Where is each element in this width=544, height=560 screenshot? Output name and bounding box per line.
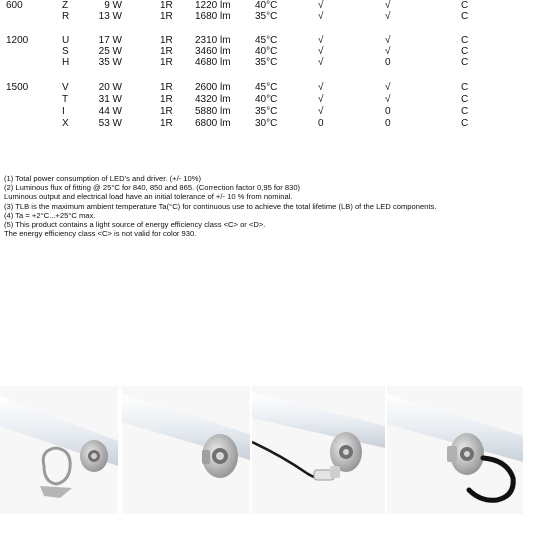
flux-cell: 5880 lm: [195, 106, 231, 117]
flux-cell: 4320 lm: [195, 94, 231, 105]
footnote-5-cont: The energy efficiency class <C> is not valid for color 930.: [4, 229, 197, 239]
flux-cell: 1220 lm: [195, 0, 231, 11]
temp-cell: 45°C: [255, 82, 278, 93]
check-cell: √: [318, 35, 324, 46]
length-cell: 600: [6, 0, 23, 11]
check-cell: 0: [385, 57, 391, 68]
check-cell: √: [318, 82, 324, 93]
class-cell: 1R: [160, 106, 173, 117]
footnote-3: (3) TLB is the maximum ambient temperature Ta(°C) for continuous use to achieve the total lifetime (LB) of the LED components.: [4, 201, 437, 211]
power-cell: 17 W: [98, 35, 122, 46]
check-cell: √: [318, 11, 324, 22]
code-cell: Z: [62, 0, 69, 11]
check-cell: √: [318, 94, 324, 105]
code-cell: H: [62, 57, 70, 68]
product-photos: [0, 386, 544, 514]
flux-cell: 4680 lm: [195, 57, 231, 68]
check-cell: √: [385, 0, 391, 11]
check-cell: √: [385, 82, 391, 93]
power-cell: 44 W: [98, 106, 122, 117]
footnote-1: (1) Total power consumption of LED’s and driver. (+/- 10%): [4, 174, 202, 183]
check-cell: √: [318, 106, 324, 117]
length-cell: 1200: [6, 35, 29, 46]
power-cell: 20 W: [98, 82, 122, 93]
tube-connector-cable-photo: [252, 386, 385, 514]
temp-cell: 35°C: [255, 11, 278, 22]
footnote-5: (5) This product contains a light source of energy efficiency class <C> or <D>.: [4, 220, 266, 230]
efficiency-cell: C: [461, 11, 469, 22]
flux-cell: 1680 lm: [195, 11, 231, 22]
class-cell: 1R: [160, 118, 173, 129]
temp-cell: 45°C: [255, 35, 278, 46]
efficiency-cell: C: [461, 46, 469, 57]
class-cell: 1R: [160, 94, 173, 105]
power-cell: 53 W: [98, 118, 122, 129]
efficiency-cell: C: [461, 35, 469, 46]
footnote-2: (2) Luminous flux of fitting @ 25°C for 840, 850 and 865. (Correction factor 0,95 for 830): [4, 183, 301, 193]
code-cell: U: [62, 35, 70, 46]
flux-cell: 2600 lm: [195, 82, 231, 93]
class-cell: 1R: [160, 11, 173, 22]
check-cell: √: [385, 35, 391, 46]
code-cell: T: [62, 94, 69, 105]
class-cell: 1R: [160, 0, 173, 11]
temp-cell: 40°C: [255, 46, 278, 57]
footnotes: [4, 174, 540, 238]
power-cell: 35 W: [98, 57, 122, 68]
check-cell: 0: [385, 118, 391, 129]
power-cell: 25 W: [98, 46, 122, 57]
flux-cell: 6800 lm: [195, 118, 231, 129]
length-cell: 1500: [6, 82, 29, 93]
class-cell: 1R: [160, 82, 173, 93]
temp-cell: 40°C: [255, 94, 278, 105]
footnote-2-cont: Luminous output and electrical load have an initial tolerance of +/- 10 % from nominal.: [4, 192, 293, 202]
tube-black-cable-photo: [387, 386, 523, 514]
efficiency-cell: C: [461, 0, 469, 11]
check-cell: √: [318, 0, 324, 11]
power-cell: 31 W: [98, 94, 122, 105]
tube-endcap-photo: [122, 386, 250, 514]
class-cell: 1R: [160, 35, 173, 46]
code-cell: R: [62, 11, 70, 22]
temp-cell: 35°C: [255, 106, 278, 117]
class-cell: 1R: [160, 46, 173, 57]
flux-cell: 3460 lm: [195, 46, 231, 57]
flux-cell: 2310 lm: [195, 35, 231, 46]
check-cell: √: [385, 11, 391, 22]
check-cell: √: [385, 46, 391, 57]
efficiency-cell: C: [461, 82, 469, 93]
footnote-4: (4) Ta = +2°C...+25°C max.: [4, 210, 96, 220]
tube-clip-photo: [0, 386, 118, 514]
check-cell: 0: [385, 106, 391, 117]
code-cell: I: [62, 106, 65, 117]
temp-cell: 35°C: [255, 57, 278, 68]
class-cell: 1R: [160, 57, 173, 68]
check-cell: √: [385, 94, 391, 105]
temp-cell: 40°C: [255, 0, 278, 11]
check-cell: √: [318, 57, 324, 68]
power-cell: 13 W: [98, 11, 122, 22]
efficiency-cell: C: [461, 94, 469, 105]
check-cell: √: [318, 46, 324, 57]
efficiency-cell: C: [461, 118, 469, 129]
code-cell: X: [62, 118, 69, 129]
efficiency-cell: C: [461, 57, 469, 68]
code-cell: V: [62, 82, 69, 93]
code-cell: S: [62, 46, 69, 57]
temp-cell: 30°C: [255, 118, 278, 129]
check-cell: 0: [318, 118, 324, 129]
power-cell: 9 W: [104, 0, 122, 11]
efficiency-cell: C: [461, 106, 469, 117]
